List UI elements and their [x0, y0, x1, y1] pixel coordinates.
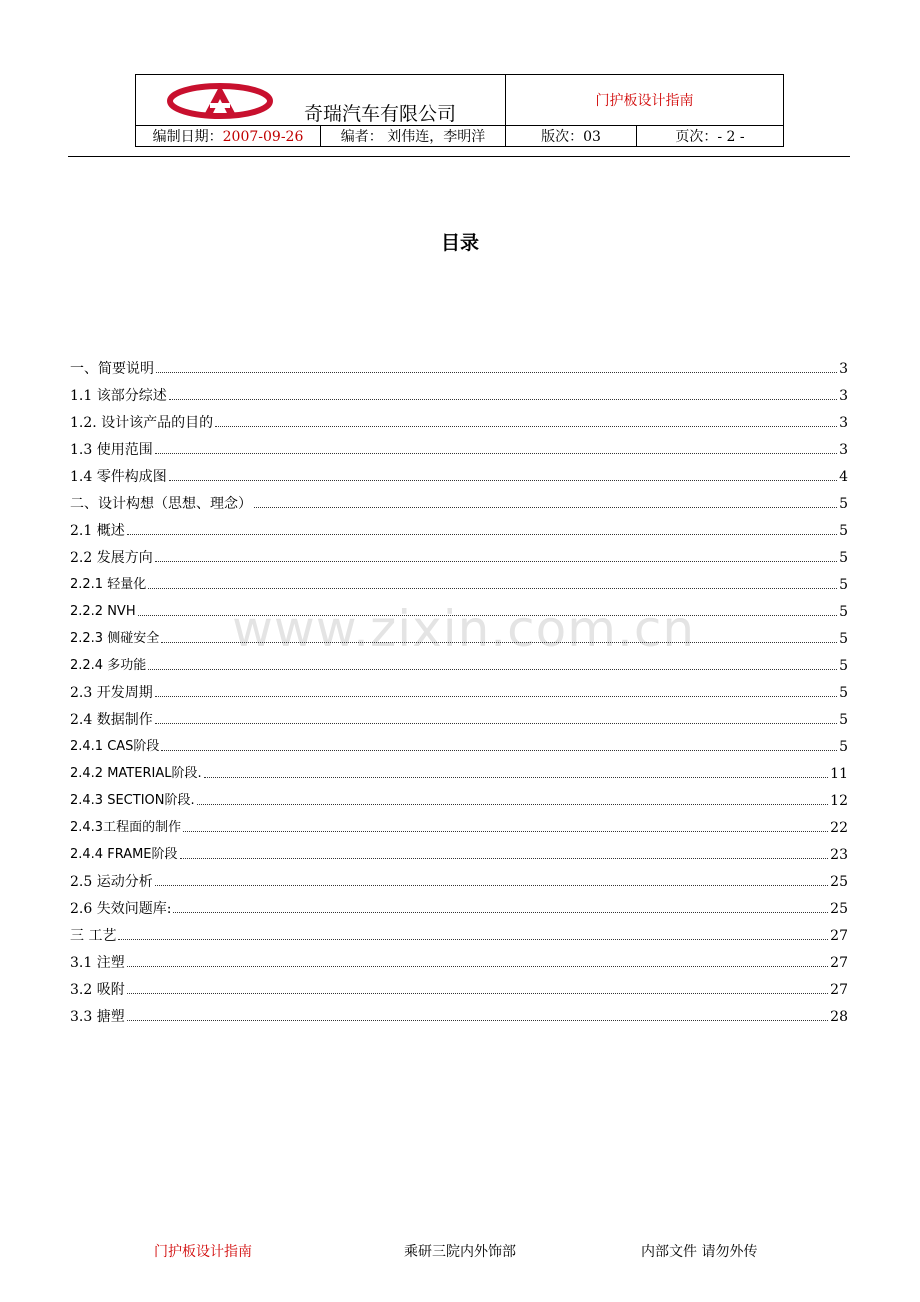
toc-entry[interactable] — [70, 701, 848, 728]
toc-entry-page: 11 — [830, 766, 848, 782]
chery-logo-icon — [164, 81, 276, 121]
toc-entry-page: 23 — [830, 847, 848, 863]
table-of-contents — [70, 350, 848, 1025]
toc-leader-dots — [180, 858, 829, 859]
toc-leader-dots — [127, 993, 828, 994]
toc-leader-dots — [155, 453, 837, 454]
toc-entry[interactable] — [70, 971, 848, 998]
toc-entry-page: 27 — [830, 982, 848, 998]
toc-entry-text: 二、设计构想（思想、理念） — [70, 496, 252, 512]
author-cell: 编者： 刘伟连，李明洋 — [321, 126, 506, 147]
toc-entry-page: 27 — [830, 955, 848, 971]
toc-entry[interactable] — [70, 593, 848, 620]
toc-leader-dots — [155, 561, 837, 562]
toc-entry[interactable] — [70, 458, 848, 485]
toc-entry-text: 2.2.1 轻量化 — [70, 577, 147, 592]
toc-leader-dots — [155, 723, 837, 724]
footer-confidential: 内部文件 请勿外传 — [641, 1244, 758, 1260]
toc-entry-page: 5 — [839, 685, 848, 701]
toc-entry-text: 1.3 使用范围 — [70, 442, 153, 458]
toc-leader-dots — [173, 912, 828, 913]
toc-entry[interactable] — [70, 350, 848, 377]
toc-entry[interactable] — [70, 890, 848, 917]
toc-entry-text: 2.4.3 SECTION阶段. — [70, 793, 195, 808]
toc-entry-page: 25 — [830, 901, 848, 917]
toc-title: 目录 — [440, 232, 479, 254]
document-header — [135, 74, 784, 147]
toc-entry-text: 2.4.3工程面的制作 — [70, 820, 182, 835]
company-cell — [136, 75, 506, 126]
toc-leader-dots — [215, 426, 837, 427]
toc-leader-dots — [197, 804, 829, 805]
toc-leader-dots — [161, 642, 837, 643]
toc-leader-dots — [204, 777, 829, 778]
toc-entry[interactable] — [70, 836, 848, 863]
toc-entry[interactable] — [70, 755, 848, 782]
toc-entry[interactable] — [70, 944, 848, 971]
toc-leader-dots — [127, 1020, 828, 1021]
footer-department: 乘研三院内外饰部 — [404, 1244, 516, 1260]
version-cell: 版次：03 — [506, 126, 637, 147]
toc-entry-page: 5 — [839, 496, 848, 512]
toc-entry[interactable] — [70, 674, 848, 701]
toc-entry-text: 3.1 注塑 — [70, 955, 125, 971]
toc-entry-page: 3 — [839, 388, 848, 404]
toc-entry[interactable] — [70, 431, 848, 458]
toc-entry-page: 5 — [839, 739, 848, 755]
toc-entry-text: 1.4 零件构成图 — [70, 469, 167, 485]
toc-leader-dots — [155, 696, 837, 697]
toc-entry-page: 27 — [830, 928, 848, 944]
toc-entry-page: 5 — [839, 577, 848, 593]
toc-entry[interactable] — [70, 404, 848, 431]
toc-entry-page: 5 — [839, 712, 848, 728]
header-rule — [68, 156, 850, 157]
toc-leader-dots — [127, 966, 828, 967]
toc-entry-text: 2.4 数据制作 — [70, 712, 153, 728]
watermark: www.zixin.com.cn — [232, 600, 696, 658]
toc-entry-page: 3 — [839, 415, 848, 431]
toc-leader-dots — [183, 831, 828, 832]
toc-entry[interactable] — [70, 863, 848, 890]
toc-entry-text: 三 工艺 — [70, 928, 117, 944]
toc-entry-text: 2.4.4 FRAME阶段 — [70, 847, 178, 862]
toc-entry-text: 2.2.4 多功能 — [70, 658, 147, 673]
toc-entry-text: 1.2. 设计该产品的目的 — [70, 415, 214, 431]
toc-entry-page: 22 — [830, 820, 848, 836]
toc-leader-dots — [148, 669, 837, 670]
date-value: 2007-09-26 — [222, 129, 304, 145]
toc-entry-text: 3.3 搪塑 — [70, 1009, 125, 1025]
toc-entry[interactable] — [70, 917, 848, 944]
company-name: 奇瑞汽车有限公司 — [304, 103, 457, 125]
toc-entry-page: 5 — [839, 631, 848, 647]
toc-entry-text: 3.2 吸附 — [70, 982, 125, 998]
toc-entry-page: 12 — [830, 793, 848, 809]
toc-entry-text: 2.1 概述 — [70, 523, 125, 539]
toc-entry-text: 2.2 发展方向 — [70, 550, 153, 566]
toc-entry-page: 3 — [839, 442, 848, 458]
toc-entry[interactable] — [70, 782, 848, 809]
toc-leader-dots — [169, 399, 837, 400]
toc-entry-text: 2.2.3 侧碰安全 — [70, 631, 160, 646]
toc-entry-page: 3 — [839, 361, 848, 377]
toc-entry-page: 5 — [839, 658, 848, 674]
toc-entry-text: 2.2.2 NVH — [70, 604, 136, 619]
toc-leader-dots — [161, 750, 837, 751]
toc-leader-dots — [156, 372, 837, 373]
toc-entry[interactable] — [70, 998, 848, 1025]
header-doc-title: 门护板设计指南 — [506, 75, 784, 126]
toc-entry[interactable] — [70, 539, 848, 566]
toc-entry-text: 2.4.2 MATERIAL阶段. — [70, 766, 202, 781]
toc-entry-text: 2.6 失效问题库: — [70, 901, 172, 917]
toc-leader-dots — [118, 939, 828, 940]
date-label: 编制日期： — [152, 129, 223, 145]
date-cell — [136, 126, 321, 147]
toc-entry[interactable] — [70, 485, 848, 512]
toc-entry-page: 28 — [830, 1009, 848, 1025]
toc-entry[interactable] — [70, 728, 848, 755]
toc-entry[interactable] — [70, 377, 848, 404]
page-cell: 页次：- 2 - — [637, 126, 784, 147]
toc-entry-text: 一、简要说明 — [70, 361, 154, 377]
toc-leader-dots — [138, 615, 837, 616]
toc-entry-text: 1.1 该部分综述 — [70, 388, 167, 404]
toc-entry-page: 5 — [839, 550, 848, 566]
footer-doc-title: 门护板设计指南 — [154, 1244, 252, 1260]
toc-entry[interactable] — [70, 647, 848, 674]
toc-entry[interactable] — [70, 620, 848, 647]
toc-leader-dots — [148, 588, 837, 589]
toc-entry-page: 4 — [839, 469, 848, 485]
toc-entry-page: 5 — [839, 604, 848, 620]
toc-entry-page: 5 — [839, 523, 848, 539]
toc-leader-dots — [155, 885, 828, 886]
toc-entry-text: 2.4.1 CAS阶段 — [70, 739, 160, 754]
toc-leader-dots — [169, 480, 837, 481]
toc-entry-text: 2.5 运动分析 — [70, 874, 153, 890]
toc-leader-dots — [127, 534, 837, 535]
toc-entry-page: 25 — [830, 874, 848, 890]
toc-leader-dots — [254, 507, 837, 508]
toc-entry[interactable] — [70, 566, 848, 593]
toc-entry[interactable] — [70, 512, 848, 539]
toc-entry-text: 2.3 开发周期 — [70, 685, 153, 701]
toc-entry[interactable] — [70, 809, 848, 836]
